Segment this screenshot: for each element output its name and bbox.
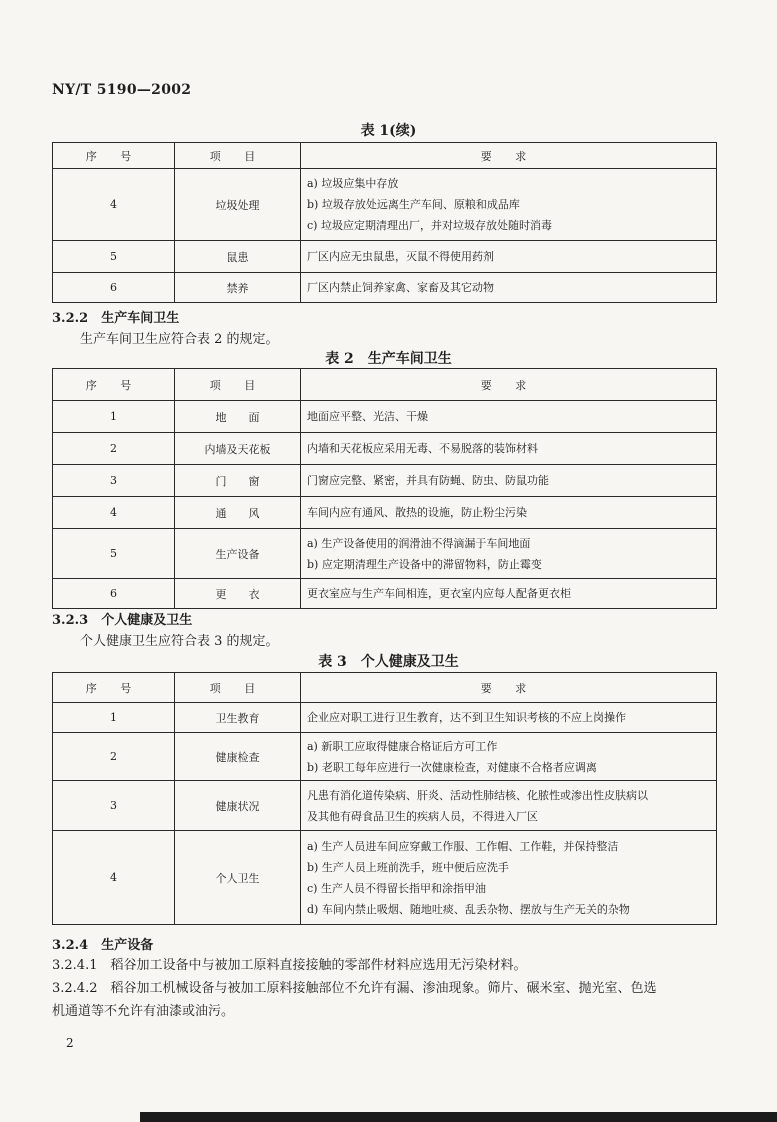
- clause-3-2-4-2-line2: 机通道等不允许有油漆或油污。: [52, 1004, 235, 1019]
- col-header-req: 要 求: [301, 369, 717, 401]
- scan-edge-bar: [140, 1112, 777, 1122]
- col-header-item: 项 目: [175, 673, 301, 703]
- section-text-3-2-2: 生产车间卫生应符合表 2 的规定。: [80, 332, 279, 347]
- row-req: [301, 433, 717, 465]
- row-req: [301, 273, 717, 303]
- row-no: 1: [53, 401, 175, 433]
- req-line: b) 应定期清理生产设备中的滞留物料，防止霉变: [307, 557, 542, 571]
- table3-caption: 表 3 个人健康及卫生: [318, 654, 459, 670]
- row-no: 2: [53, 433, 175, 465]
- col-header-no: 序 号: [53, 369, 175, 401]
- row-no: 5: [53, 529, 175, 579]
- req-line: c) 垃圾应定期清理出厂，并对垃圾存放处随时消毒: [307, 219, 552, 232]
- row-req: [301, 529, 717, 579]
- row-item: 鼠患: [175, 241, 301, 273]
- table-row: [53, 733, 717, 781]
- clause-3-2-4-1: 3.2.4.1 稻谷加工设备中与被加工原料直接接触的零部件材料应选用无污染材料。: [52, 958, 527, 973]
- section-text-3-2-3: 个人健康卫生应符合表 3 的规定。: [80, 634, 279, 649]
- req-line: 车间内应有通风、散热的设施，防止粉尘污染: [307, 506, 527, 519]
- row-item: 垃圾处理: [175, 169, 301, 241]
- table2-caption: 表 2 生产车间卫生: [325, 351, 452, 367]
- req-line: 厂区内应无虫鼠患，灭鼠不得使用药剂: [307, 250, 494, 263]
- col-header-no: 序 号: [53, 673, 175, 703]
- col-header-req: 要 求: [301, 143, 717, 169]
- table-row: [53, 465, 717, 497]
- table-header-row: [53, 673, 717, 703]
- table-row: [53, 273, 717, 303]
- req-line: 门窗应完整、紧密，并具有防蝇、防虫、防鼠功能: [307, 474, 549, 487]
- row-no: 3: [53, 465, 175, 497]
- row-no: 4: [53, 169, 175, 241]
- row-no: 5: [53, 241, 175, 273]
- row-no: 6: [53, 273, 175, 303]
- section-heading-3-2-2: 3.2.2 生产车间卫生: [52, 311, 180, 326]
- row-req: [301, 465, 717, 497]
- req-line: c) 生产人员不得留长指甲和涂指甲油: [307, 881, 486, 895]
- req-line: a) 生产设备使用的润滑油不得滴漏于车间地面: [307, 536, 531, 550]
- req-line: b) 生产人员上班前洗手，班中便后应洗手: [307, 860, 509, 874]
- req-line: 企业应对职工进行卫生教育，达不到卫生知识考核的不应上岗操作: [307, 711, 626, 724]
- row-req: [301, 703, 717, 733]
- table-row: [53, 169, 717, 241]
- table-row: [53, 433, 717, 465]
- table-row: [53, 241, 717, 273]
- row-item: 通 风: [175, 497, 301, 529]
- req-line: b) 垃圾存放处远离生产车间、原粮和成品库: [307, 198, 520, 211]
- req-line: d) 车间内禁止吸烟、随地吐痰、乱丢杂物、摆放与生产无关的杂物: [307, 902, 630, 916]
- page-number: 2: [66, 1036, 74, 1050]
- table-row: [53, 703, 717, 733]
- row-req: [301, 169, 717, 241]
- row-no: 2: [53, 733, 175, 781]
- row-no: 6: [53, 579, 175, 609]
- table-row: [53, 497, 717, 529]
- row-req: [301, 733, 717, 781]
- table1-caption: 表 1(续): [360, 123, 417, 139]
- row-req: [301, 241, 717, 273]
- row-item: 生产设备: [175, 529, 301, 579]
- row-no: 3: [53, 781, 175, 831]
- req-line: 厂区内禁止饲养家禽、家畜及其它动物: [307, 281, 494, 294]
- req-line: a) 生产人员进车间应穿戴工作服、工作帽、工作鞋，并保持整洁: [307, 839, 619, 853]
- row-no: 1: [53, 703, 175, 733]
- table1: [52, 142, 717, 303]
- table-row: [53, 529, 717, 579]
- row-req: [301, 497, 717, 529]
- table-row: [53, 831, 717, 925]
- table-row: [53, 401, 717, 433]
- row-item: 卫生教育: [175, 703, 301, 733]
- table-header-row: [53, 369, 717, 401]
- req-line: 内墙和天花板应采用无毒、不易脱落的装饰材料: [307, 442, 538, 455]
- row-no: 4: [53, 497, 175, 529]
- row-req: [301, 831, 717, 925]
- table-row: [53, 781, 717, 831]
- row-item: 健康检查: [175, 733, 301, 781]
- col-header-item: 项 目: [175, 143, 301, 169]
- req-line: 地面应平整、光洁、干燥: [307, 410, 428, 423]
- row-item: 健康状况: [175, 781, 301, 831]
- row-req: [301, 401, 717, 433]
- req-line: 及其他有碍食品卫生的疾病人员，不得进入厂区: [307, 809, 538, 823]
- table-row: [53, 579, 717, 609]
- row-item: 门 窗: [175, 465, 301, 497]
- standard-number: NY/T 5190—2002: [52, 82, 192, 98]
- row-no: 4: [53, 831, 175, 925]
- req-line: b) 老职工每年应进行一次健康检查，对健康不合格者应调离: [307, 760, 597, 774]
- row-item: 地 面: [175, 401, 301, 433]
- section-heading-3-2-4: 3.2.4 生产设备: [52, 938, 154, 953]
- row-item: 禁养: [175, 273, 301, 303]
- row-item: 内墙及天花板: [175, 433, 301, 465]
- row-item: 更 衣: [175, 579, 301, 609]
- table3: [52, 672, 717, 925]
- req-line: 凡患有消化道传染病、肝炎、活动性肺结核、化脓性或渗出性皮肤病以: [307, 788, 648, 802]
- row-item: 个人卫生: [175, 831, 301, 925]
- table-header-row: [53, 143, 717, 169]
- req-line: 更衣室应与生产车间相连，更衣室内应每人配备更衣柜: [307, 587, 571, 600]
- col-header-req: 要 求: [301, 673, 717, 703]
- clause-3-2-4-2-line1: 3.2.4.2 稻谷加工机械设备与被加工原料接触部位不允许有漏、渗油现象。筛片、碾米室、抛光室、色选: [52, 981, 657, 996]
- req-line: a) 新职工应取得健康合格证后方可工作: [307, 739, 498, 753]
- req-line: a) 垃圾应集中存放: [307, 177, 399, 190]
- section-heading-3-2-3: 3.2.3 个人健康及卫生: [52, 613, 193, 628]
- col-header-item: 项 目: [175, 369, 301, 401]
- row-req: [301, 579, 717, 609]
- table2: [52, 368, 717, 609]
- col-header-no: 序 号: [53, 143, 175, 169]
- row-req: [301, 781, 717, 831]
